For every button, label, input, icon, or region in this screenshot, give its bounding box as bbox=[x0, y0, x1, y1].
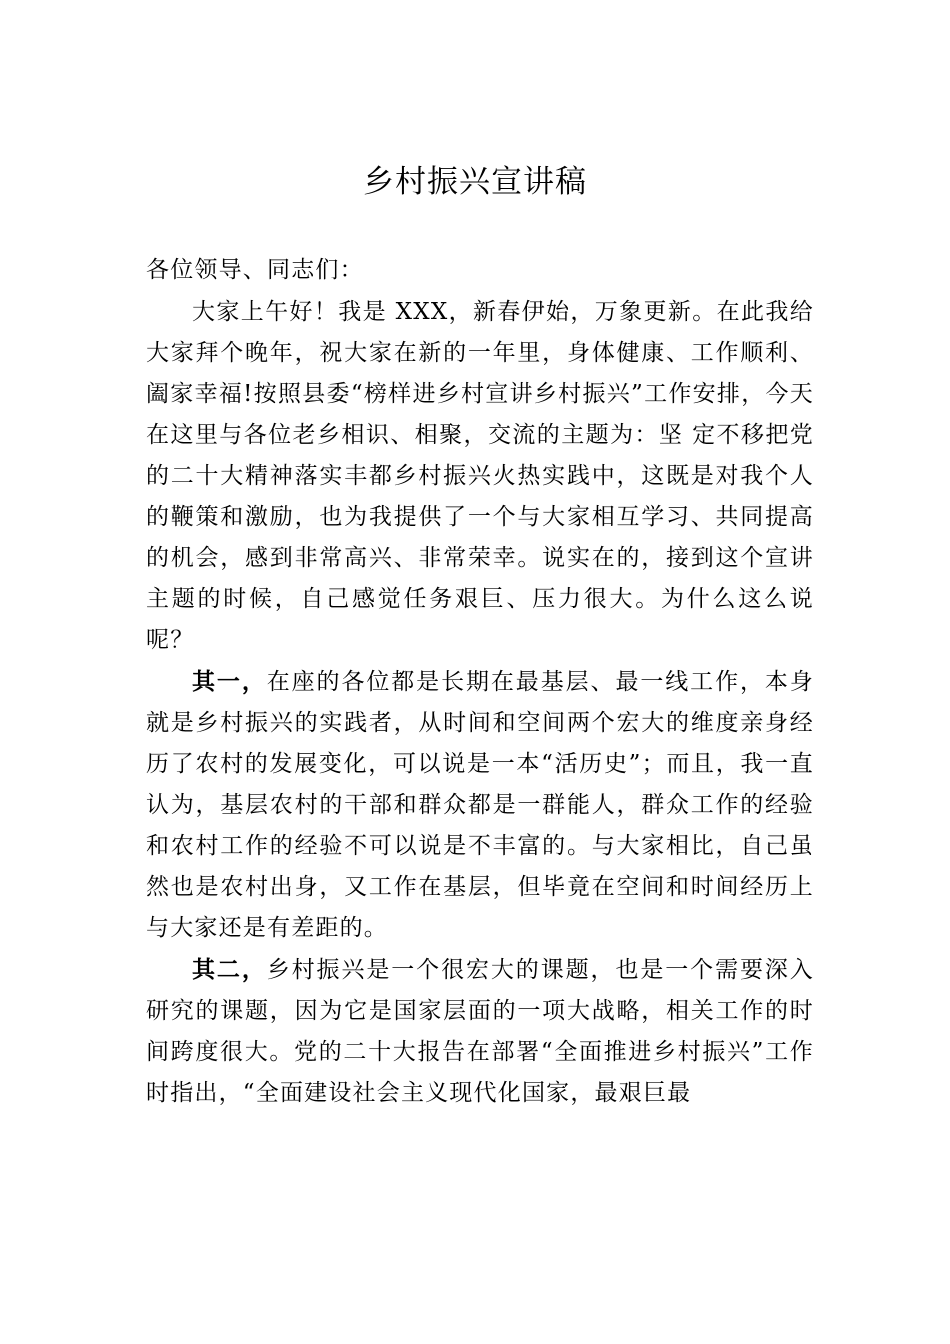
paragraph-text: 大家上午好！我是 XXX，新春伊始，万象更新。在此我给大家拜个晚年，祝大家在新的一年里，身体健康、工作顺利、阖家幸福!按照县委“榜样进乡村宣讲乡村振兴”工作安排，今天在这里与各位老乡相识、相聚，交流的主题为：坚 定不移把党的二十大精神落实丰都乡村振兴火热实践中，这既是对我个人的鞭策和激励，也为我提供了一个与大家相互学习、共同提高的机会，感到非常高兴、非常荣幸。说实在的，接到这个宣讲主题的时候，自己感觉任务艰巨、压力很大。为什么这么说呢？ bbox=[146, 299, 814, 653]
paragraph-text: 乡村振兴是一个很宏大的课题，也是一个需要深入研究的课题，因为它是国家层面的一项大战略，相关工作的时间跨度很大。党的二十大报告在部署“全面推进乡村振兴”工作时指出，“全面建设社会主义现代化国家，最艰巨最 bbox=[146, 957, 814, 1106]
paragraph-second-reason bbox=[146, 949, 814, 1114]
paragraph-text: 在座的各位都是长期在最基层、最一线工作，本身就是乡村振兴的实践者，从时间和空间两个宏大的维度亲身经历了农村的发展变化，可以说是一本“活历史”；而且，我一直认为，基层农村的干部和群众都是一群能人，群众工作的经验和农村工作的经验不可以说是不丰富的。与大家相比，自己虽然也是农村出身，又工作在基层，但毕竟在空间和时间经历上与大家还是有差距的。 bbox=[146, 669, 814, 941]
document-title: 乡村振兴宣讲稿 bbox=[363, 164, 587, 200]
paragraph-lead: 其二， bbox=[192, 956, 267, 983]
paragraph-lead: 其一， bbox=[192, 668, 267, 695]
paragraph-greeting bbox=[146, 291, 814, 661]
paragraph-first-reason bbox=[146, 661, 814, 949]
salutation: 各位领导、同志们： bbox=[146, 257, 364, 283]
document-body bbox=[146, 250, 814, 1114]
